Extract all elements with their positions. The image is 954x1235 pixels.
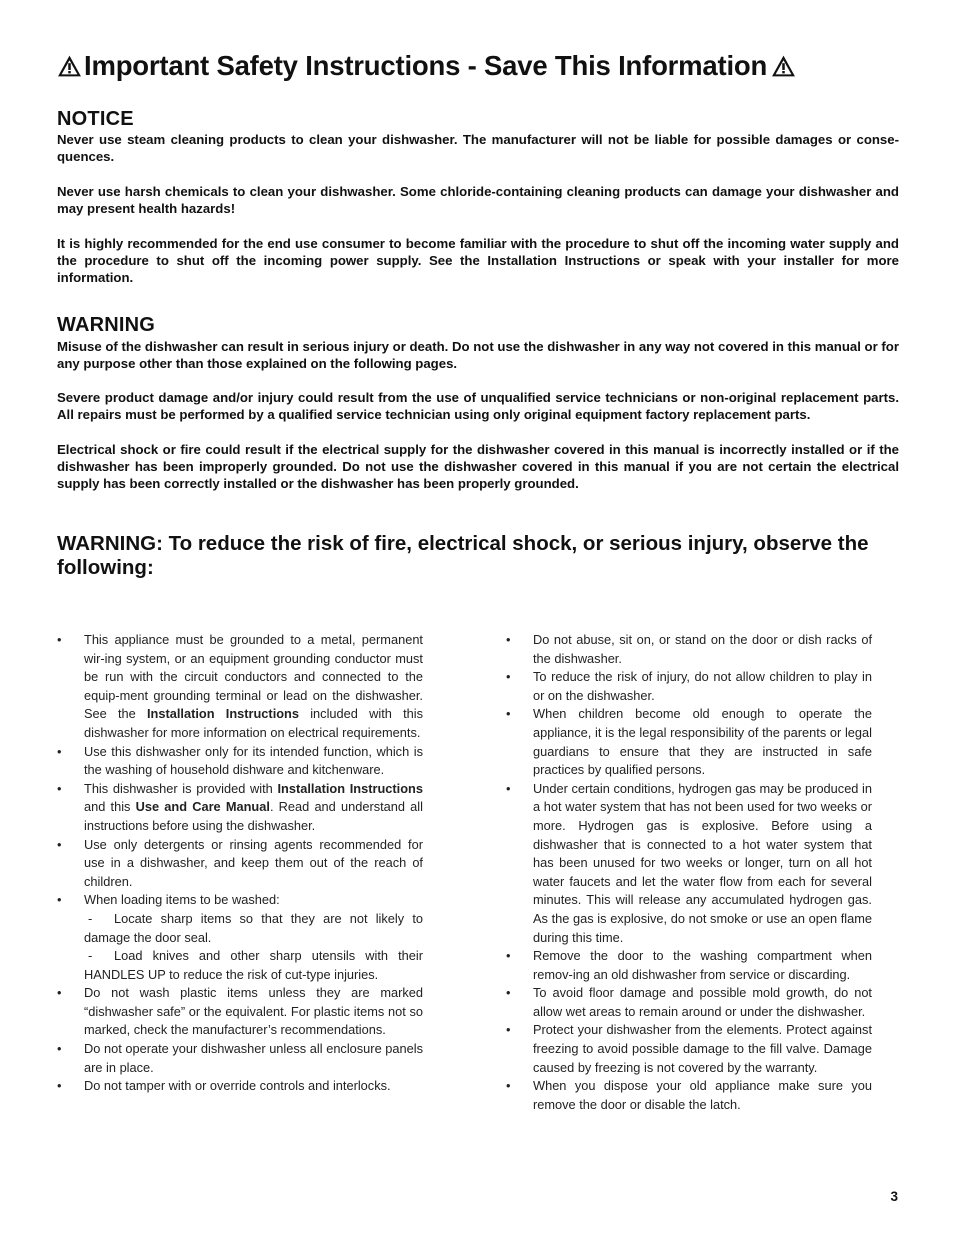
bullet: • bbox=[57, 1078, 62, 1094]
warning-heading: WARNING bbox=[57, 314, 156, 336]
list-item-text: Do not operate your dishwasher unless all enclosure panels are in place. bbox=[84, 1041, 423, 1075]
warning-triangle-icon bbox=[771, 54, 796, 78]
sub-list-item-text: Locate sharp items so that they are not likely to damage the door seal. bbox=[84, 910, 423, 945]
list-item-text: Use this dishwasher only for its intended function, which is the washing of household dishware and kitchenware. bbox=[84, 743, 423, 778]
page-title bbox=[57, 50, 796, 82]
right-safety-list bbox=[506, 631, 872, 1114]
list-item bbox=[57, 743, 423, 780]
list-item bbox=[506, 1077, 872, 1114]
bullet: • bbox=[506, 780, 511, 796]
list-item-text: included with this dishwasher for more information on electrical requirements. bbox=[84, 706, 423, 740]
bullet: • bbox=[506, 1022, 511, 1038]
sub-list-item bbox=[84, 947, 423, 984]
list-item bbox=[57, 1077, 423, 1096]
dash: - bbox=[88, 910, 93, 926]
list-item-text: When you dispose your old appliance make sure you remove the door or disable the latch. bbox=[533, 1078, 872, 1112]
list-item bbox=[506, 1021, 872, 1077]
notice-paragraph: Never use harsh chemicals to clean your dishwasher. Some chloride-containing cleaning products can damage your dishwasher and may present health hazards! bbox=[57, 184, 899, 217]
bullet: • bbox=[506, 948, 511, 964]
list-item bbox=[506, 631, 872, 668]
warning-paragraph: Misuse of the dishwasher can result in serious injury or death. Do not use the dishwasher in any way not covered in this manual or for any purpose other than those explained on the following pages. bbox=[57, 339, 899, 372]
warning-triangle-icon bbox=[57, 54, 82, 78]
list-item-text: When loading items to be washed: bbox=[84, 892, 280, 908]
page-number: 3 bbox=[890, 1189, 898, 1204]
sub-list-item-text: Load knives and other sharp utensils with their HANDLES UP to reduce the risk of cut-type injuries. bbox=[84, 948, 423, 982]
list-item bbox=[506, 705, 872, 779]
list-item-text: When children become old enough to operate the appliance, it is the legal responsibility of the parents or legal guardians to ensure that they are instructed in safe practices by qualified persons. bbox=[533, 706, 872, 778]
bullet: • bbox=[57, 836, 62, 852]
list-item bbox=[57, 1040, 423, 1077]
list-item bbox=[57, 984, 423, 1040]
list-item bbox=[506, 947, 872, 984]
list-item bbox=[57, 836, 423, 892]
list-item-text: Do not tamper with or override controls and interlocks. bbox=[84, 1078, 391, 1094]
list-item-text: Under certain conditions, hydrogen gas may be produced in a hot water system that has not been used for two weeks or more. Hydrogen gas is explosive. Before using a dishwasher that is connected to a hot water system that has been unused for two weeks or longer, turn on all hot water faucets and let the water flow from each for several minutes. This will release any accumulated hydrogen gas. As the gas is explosive, do not smoke or use an open flame during this time. bbox=[533, 780, 872, 945]
list-item-text: Protect your dishwasher from the elements. Protect against freezing to avoid possible damage to the fill valve. Damage caused by freezing is not covered by the warranty. bbox=[533, 1022, 872, 1075]
left-safety-list bbox=[57, 631, 423, 1096]
list-item bbox=[506, 984, 872, 1021]
list-item bbox=[506, 780, 872, 947]
list-item-emphasis: Installation Instructions bbox=[277, 780, 423, 796]
section-heading: WARNING: To reduce the risk of fire, electrical shock, or serious injury, observe the following: bbox=[57, 532, 869, 579]
list-item bbox=[57, 780, 423, 836]
list-item-emphasis: Installation Instructions bbox=[147, 706, 299, 722]
list-item-text: Use only detergents or rinsing agents recommended for use in a dishwasher, and keep them out of the reach of children. bbox=[84, 836, 423, 889]
list-item bbox=[506, 668, 872, 705]
list-item-text: This dishwasher is provided with bbox=[84, 780, 278, 796]
bullet: • bbox=[57, 632, 62, 647]
list-item-text: Do not abuse, sit on, or stand on the door or dish racks of the dishwasher. bbox=[533, 632, 872, 666]
list-item-emphasis: Use and Care Manual bbox=[135, 799, 270, 815]
list-item-text: To reduce the risk of injury, do not allow children to play in or on the dishwasher. bbox=[533, 669, 872, 703]
list-item-text: and this bbox=[84, 799, 136, 815]
bullet: • bbox=[506, 985, 511, 1001]
bullet: • bbox=[506, 669, 511, 685]
bullet: • bbox=[57, 985, 62, 1001]
bullet: • bbox=[57, 1041, 62, 1057]
list-item-text: Remove the door to the washing compartment when remov-ing an old dishwasher from service or discarding. bbox=[533, 948, 872, 982]
bullet: • bbox=[506, 1078, 511, 1094]
notice-heading: NOTICE bbox=[57, 108, 134, 130]
dash: - bbox=[88, 948, 93, 964]
bullet: • bbox=[506, 706, 511, 722]
list-item-text: . Read and understand all instructions before using the dishwasher. bbox=[84, 799, 423, 833]
page-title-text: Important Safety Instructions - Save This Information bbox=[84, 50, 768, 81]
list-item-text: This appliance must be grounded to a metal, permanent wir-ing system, or an equipment grounding conductor must be run with the circuit conductors and connected to the equip-ment grounding terminal or lead on the dishwasher. See the bbox=[84, 632, 423, 722]
notice-paragraph: Never use steam cleaning products to clean your dishwasher. The manufacturer will not be liable for possible damages or conse-quences. bbox=[57, 132, 899, 165]
sub-list-item bbox=[84, 910, 423, 947]
list-item-text: Do not wash plastic items unless they are marked “dishwasher safe” or the equivalent. For plastic items not so marked, check the manufacturer’s recommendations. bbox=[84, 985, 423, 1038]
bullet: • bbox=[57, 780, 62, 796]
bullet: • bbox=[57, 892, 62, 908]
bullet: • bbox=[506, 632, 511, 647]
warning-paragraph: Severe product damage and/or injury could result from the use of unqualified service technicians or non-original replacement parts. All repairs must be performed by a qualified service technician using only original equipment factory replacement parts. bbox=[57, 390, 899, 423]
notice-paragraph: It is highly recommended for the end use consumer to become familiar with the procedure to shut off the incoming water supply and the procedure to shut off the incoming power supply. See the Installation Instructions or speak with your installer for more information. bbox=[57, 236, 899, 286]
list-item-text: To avoid floor damage and possible mold growth, do not allow wet areas to remain around or under the dishwasher. bbox=[533, 985, 872, 1019]
bullet: • bbox=[57, 743, 62, 759]
list-item bbox=[57, 891, 423, 984]
warning-paragraph: Electrical shock or fire could result if the electrical supply for the dishwasher covered in this manual is incorrectly installed or if the dishwasher has been improperly grounded. Do not use the dishwasher covered in this manual if you are not certain the electrical supply has been correctly installed or the dishwasher has been properly grounded. bbox=[57, 442, 899, 492]
list-item bbox=[57, 631, 423, 743]
